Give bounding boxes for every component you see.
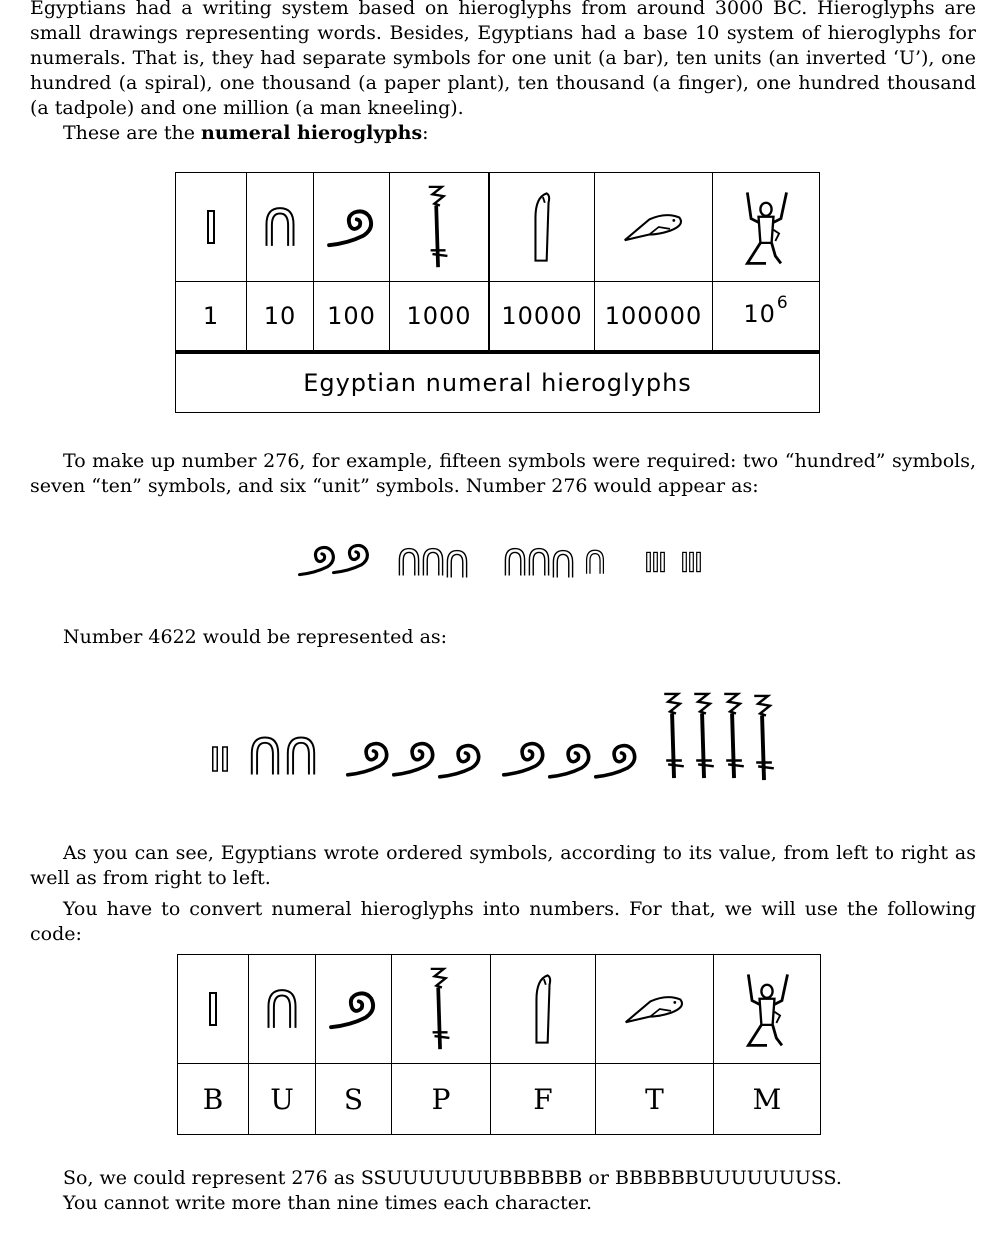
tadpole-glyph-icon [596, 955, 714, 1064]
caption-row [176, 352, 820, 413]
code-cell: S [316, 1064, 392, 1135]
conversion-text: You have to convert numeral hieroglyphs into numbers. For that, we will use the following code: [30, 898, 976, 945]
problem-statement [30, 0, 976, 146]
numeral-intro-line [30, 121, 976, 146]
hieroglyph-sequence-276 [298, 540, 710, 580]
value-cell: 1000 [390, 282, 490, 353]
kneeling-man-glyph-icon [713, 173, 820, 282]
hieroglyph-sequence-4622 [210, 688, 785, 784]
code-table [177, 954, 821, 1135]
spiral-glyph-icon [314, 173, 390, 282]
spiral-glyph-icon [316, 955, 392, 1064]
tadpole-glyph-icon [595, 173, 713, 282]
million-base: 10 [743, 300, 776, 328]
value-cell: 100000 [595, 282, 713, 353]
value-cell: 1 [176, 282, 247, 353]
value-cell: 10 [247, 282, 314, 353]
closing-line-2: You cannot write more than nine times each character. [63, 1192, 593, 1214]
intro-paragraph: Egyptians had a writing system based on hieroglyphs from around 3000 BC. Hieroglyphs are small drawings representing words. Besides, Egyptians had a base 10 system of hieroglyphs for numerals. That is, they had separate symbols for one unit (a bar), ten units (an inverted ‘U’), one hundred (a spiral), one thousand (a paper plant), ten thousand (a finger), one hundred thousand (a tadpole) and one million (a man kneeling). [30, 0, 976, 119]
bar-glyph-icon [178, 955, 249, 1064]
inverted-u-glyph-icon [247, 173, 314, 282]
bar-glyph-icon [176, 173, 247, 282]
glyph-row [178, 955, 821, 1064]
kneeling-man-glyph-icon [714, 955, 821, 1064]
code-row [178, 1064, 821, 1135]
closing-line-1: So, we could represent 276 as SSUUUUUUUBBBBBB or BBBBBBUUUUUUUSS. [63, 1167, 842, 1189]
value-cell-million [713, 282, 820, 353]
glyph-row [176, 173, 820, 282]
code-cell: U [249, 1064, 316, 1135]
value-row [176, 282, 820, 353]
value-cell: 10000 [489, 282, 595, 353]
numeral-intro-bold: numeral hieroglyphs [201, 122, 423, 144]
code-cell: B [178, 1064, 249, 1135]
inverted-u-glyph-icon [249, 955, 316, 1064]
example-4622-text: Number 4622 would be represented as: [63, 626, 448, 648]
code-cell: T [596, 1064, 714, 1135]
numeral-intro-suffix: : [422, 122, 429, 144]
example-276-section [30, 449, 976, 499]
ordering-text: As you can see, Egyptians wrote ordered symbols, according to its value, from left to right as well as from right to left. [30, 842, 976, 889]
paper-plant-glyph-icon [392, 955, 491, 1064]
value-cell: 100 [314, 282, 390, 353]
table-caption: Egyptian numeral hieroglyphs [176, 352, 820, 413]
million-exponent: 6 [776, 293, 789, 313]
numeral-hieroglyphs-table [175, 172, 820, 413]
example-276-text: To make up number 276, for example, fifteen symbols were required: two “hundred” symbols, seven “ten” symbols, and six “unit” symbols. Number 276 would appear as: [30, 450, 976, 497]
finger-glyph-icon [489, 173, 595, 282]
numeral-intro-prefix: These are the [63, 122, 202, 144]
finger-glyph-icon [491, 955, 596, 1064]
example-4622-section [30, 625, 976, 650]
code-cell: M [714, 1064, 821, 1135]
code-cell: F [491, 1064, 596, 1135]
ordering-section [30, 841, 976, 947]
paper-plant-glyph-icon [390, 173, 490, 282]
code-cell: P [392, 1064, 491, 1135]
closing-section [30, 1166, 976, 1216]
